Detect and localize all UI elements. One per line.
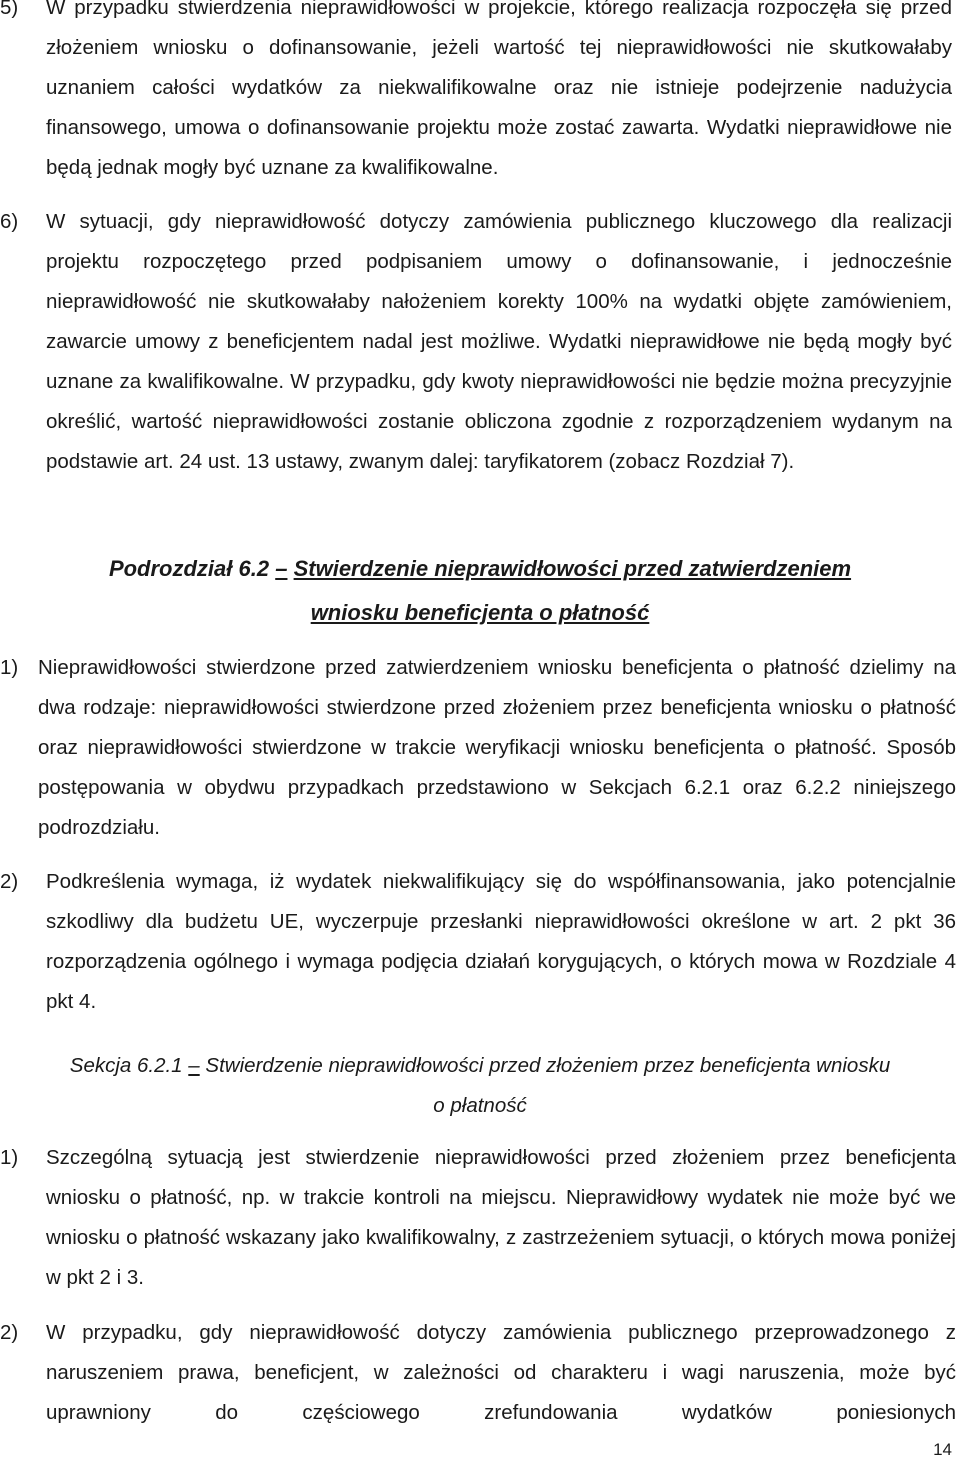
item-text: W przypadku, gdy nieprawidłowość dotyczy zamówienia publicznego przeprowadzonego z naruszeniem prawa, beneficjent, w zależności od charakteru i wagi naruszenia, może być uprawniony do częściowego zrefundowania wydatków poniesionych: [46, 1321, 956, 1424]
item-number: 5): [0, 0, 19, 19]
section-list-item-2: [0, 1313, 960, 1433]
item-number: 6): [0, 210, 19, 233]
item-number: 1): [0, 1146, 19, 1169]
item-text: W przypadku stwierdzenia nieprawidłowości w projekcie, którego realizacja rozpoczęła się przed złożeniem wniosku o dofinansowanie, jeżeli wartość tej nieprawidłowości nie skutkowałaby uznaniem całości wydatków za niekwalifikowalne oraz nie istnieje podejrzenie nadużycia finansowego, umowa o dofinansowanie projektu może zostać zawarta. Wydatki nieprawidłowe nie będą jednak mogły być uznane za kwalifikowalne.: [46, 0, 952, 179]
item-number: 2): [0, 870, 19, 893]
item-text: Nieprawidłowości stwierdzone przed zatwierdzeniem wniosku beneficjenta o płatność dzielimy na dwa rodzaje: nieprawidłowości stwierdzone przed złożeniem przez beneficjenta wniosku o płatność oraz nieprawidłowości stwierdzone w trakcie weryfikacji wniosku beneficjenta o płatność. Sposób postępowania w obydwu przypadkach przedstawiono w Sekcjach 6.2.1 oraz 6.2.2 niniejszego podrozdziału.: [38, 656, 956, 839]
item-text: Podkreślenia wymaga, iż wydatek niekwalifikujący się do współfinansowania, jako potencjalnie szkodliwy dla budżetu UE, wyczerpuje przesłanki nieprawidłowości określone w art. 2 pkt 36 rozporządzenia ogólnego i wymaga podjęcia działań korygujących, o których mowa w Rozdziale 4 pkt 4.: [46, 870, 956, 1013]
section-title-line-2: o płatność: [433, 1094, 527, 1117]
subchapter-list-item-2: [0, 862, 960, 1022]
subchapter-list-item-1: [0, 648, 960, 848]
section-heading-line-1: [0, 1046, 960, 1086]
list-item-5: [0, 0, 960, 188]
page-number: 14: [933, 1440, 952, 1459]
section-title-line-1: Stwierdzenie nieprawidłowości przed złożeniem przez beneficjenta wniosku: [205, 1054, 891, 1077]
subchapter-heading-line-1: [0, 547, 960, 591]
subchapter-title-line-2: wniosku beneficjenta o płatność: [310, 600, 650, 625]
item-text: Szczególną sytuacją jest stwierdzenie nieprawidłowości przed złożeniem przez beneficjenta wniosku o płatność, np. w trakcie kontroli na miejscu. Nieprawidłowy wydatek nie może być we wniosku o płatność wskazany jako kwalifikowalny, z zastrzeżeniem sytuacji, o których mowa poniżej w pkt 2 i 3.: [46, 1146, 956, 1289]
list-item-6: [0, 202, 960, 482]
subchapter-dash: –: [275, 556, 288, 581]
section-label: Sekcja 6.2.1: [69, 1054, 183, 1077]
item-number: 2): [0, 1321, 19, 1344]
item-text: W sytuacji, gdy nieprawidłowość dotyczy zamówienia publicznego kluczowego dla realizacji projektu rozpoczętego przed podpisaniem umowy o dofinansowanie, i jednocześnie nieprawidłowość nie skutkowałaby nałożeniem korekty 100% na wydatki objęte zamówieniem, zawarcie umowy z beneficjentem nadal jest możliwe. Wydatki nieprawidłowe nie będą mogły być uznane za kwalifikowalne. W przypadku, gdy kwoty nieprawidłowości nie będzie można precyzyjnie określić, wartość nieprawidłowości zostanie obliczona zgodnie z rozporządzeniem wydanym na podstawie art. 24 ust. 13 ustawy, zwanym dalej: taryfikatorem (zobacz Rozdział 7).: [46, 210, 952, 473]
subchapter-heading: [0, 547, 960, 635]
section-dash: –: [188, 1054, 200, 1077]
section-list-item-1: [0, 1138, 960, 1298]
subchapter-title-line-1: Stwierdzenie nieprawidłowości przed zatwierdzeniem: [293, 556, 852, 581]
subchapter-label: Podrozdział 6.2: [108, 556, 270, 581]
section-heading: [0, 1046, 960, 1126]
item-number: 1): [0, 656, 19, 679]
